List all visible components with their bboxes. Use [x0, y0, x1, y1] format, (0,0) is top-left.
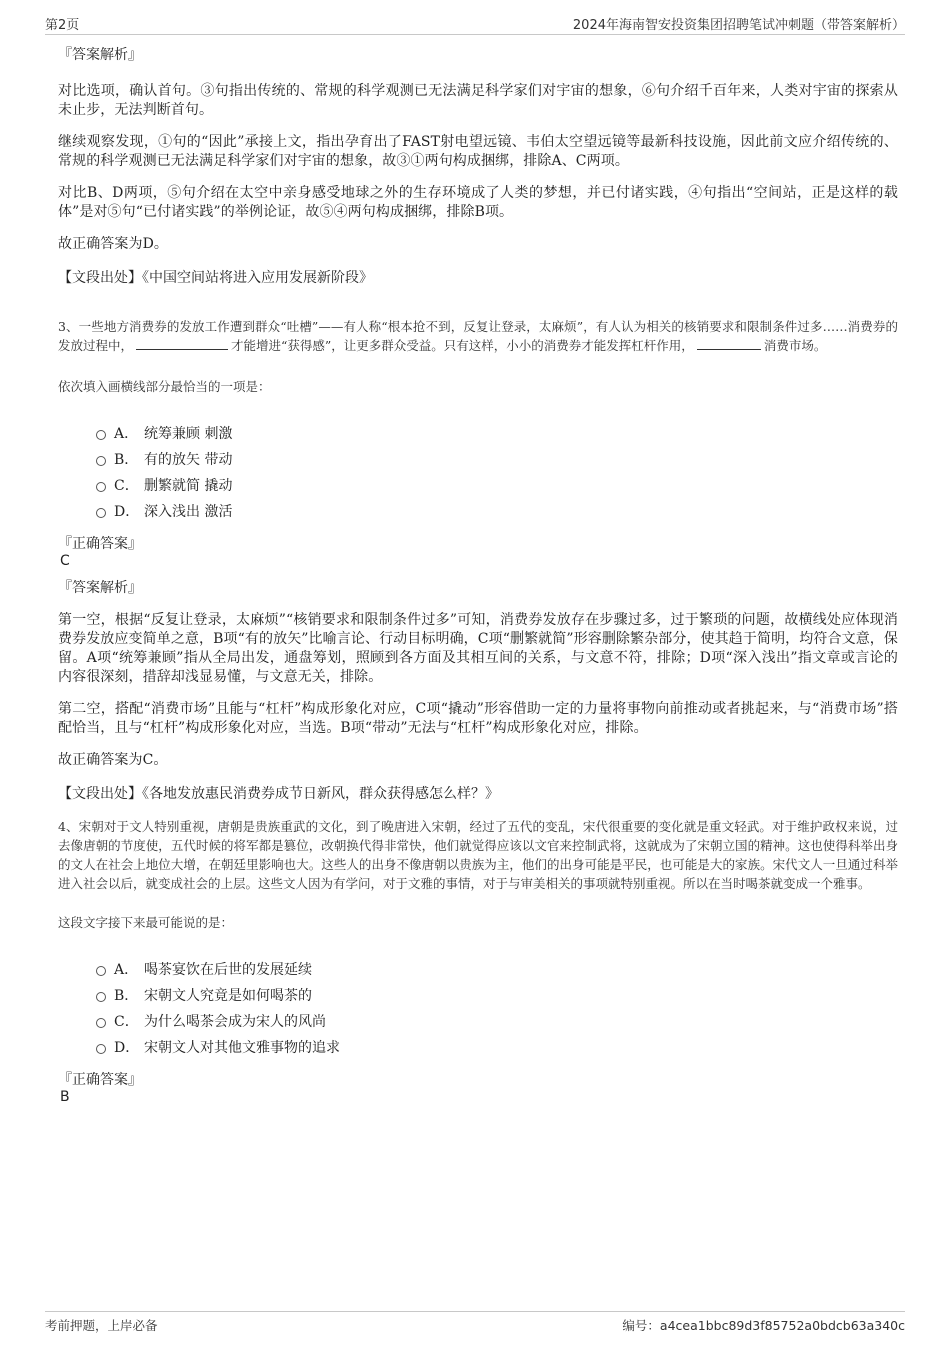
- analysis-conclusion: 故正确答案为D。: [58, 236, 169, 252]
- option-c[interactable]: C． 为什么喝茶会成为宋人的风尚: [94, 1009, 898, 1035]
- radio-icon[interactable]: [96, 456, 106, 466]
- source-citation: 【文段出处】《中国空间站将进入应用发展新阶段》: [58, 270, 373, 286]
- page-header: [45, 14, 905, 35]
- question-4-prompt: 这段文字接下来最可能说的是：: [58, 915, 234, 930]
- question-3-text: 3、一些地方消费券的发放工作遭到群众“吐槽”——有人称“根本抢不到，反复让登录，太麻烦”，有人认为相关的核销要求和限制条件过多……消费券的发放过程中，: [58, 319, 898, 353]
- analysis-paragraph: 第二空，搭配“消费市场”且能与“杠杆”构成形象化对应，C项“撬动”形容借助一定的力量将事物向前推动或者挑起来，与“消费市场”搭配恰当，且与“杠杆”构成形象化对应，当选。B项“带动”无法与“杠杆”构成形象化对应，排除。: [58, 701, 898, 736]
- document-title: 2024年海南智安投资集团招聘笔试冲刺题（带答案解析）: [572, 18, 905, 33]
- source-citation: 【文段出处】《各地发放惠民消费券成节日新风，群众获得感怎么样？》: [58, 786, 499, 802]
- radio-icon[interactable]: [96, 430, 106, 440]
- question-3-options: [94, 421, 898, 525]
- option-a[interactable]: A． 喝茶宴饮在后世的发展延续: [94, 957, 898, 983]
- question-3-text: 才能增进“获得感”，让更多群众受益。只有这样，小小的消费券才能发挥杠杆作用，: [231, 338, 694, 353]
- analysis-paragraph: 第一空，根据“反复让登录，太麻烦”“核销要求和限制条件过多”可知，消费券发放存在步骤过多，过于繁琐的问题，故横线处应体现消费券发放应变简单之意，B项“有的放矢”比喻言论、行动目标明确，C项“删繁就简”形容删除繁杂部分，使其趋于简明，均符合文意，保留。A项“统筹兼顾”指从全局出发，通盘筹划，照顾到各方面及其相互间的关系，与文意不符，排除；D项“深入浅出”指文章或言论的内容很深刻，措辞却浅显易懂，与文意无关，排除。: [58, 612, 898, 685]
- page-number: 第2页: [45, 18, 80, 33]
- radio-icon[interactable]: [96, 482, 106, 492]
- footer-slogan: 考前押题，上岸必备: [45, 1318, 158, 1333]
- analysis-conclusion: 故正确答案为C。: [58, 752, 168, 768]
- correct-answer-tag: 『正确答案』: [58, 536, 142, 552]
- option-d[interactable]: D． 宋朝文人对其他文雅事物的追求: [94, 1035, 898, 1061]
- question-3-text: 消费市场。: [763, 338, 827, 353]
- document-id: 编号：a4cea1bbc89d3f85752a0bdcb63a340c: [622, 1318, 905, 1333]
- analysis-paragraph: 继续观察发现，①句的“因此”承接上文，指出孕育出了FAST射电望远镜、韦伯太空望远镜等最新科技设施，因此前文应介绍传统的、常规的科学观测已无法满足科学家们对宇宙的想象，故③①两句构成捆绑，排除A、C两项。: [58, 134, 898, 169]
- fill-blank-1: [136, 337, 228, 350]
- question-3-prompt: 依次填入画横线部分最恰当的一项是：: [58, 379, 271, 394]
- option-b[interactable]: B． 宋朝文人究竟是如何喝茶的: [94, 983, 898, 1009]
- question-4-options: [94, 957, 898, 1061]
- correct-answer: C: [60, 553, 70, 569]
- option-c[interactable]: C． 删繁就简 撬动: [94, 473, 898, 499]
- correct-answer: B: [60, 1089, 70, 1105]
- page-content: [58, 44, 898, 1113]
- radio-icon[interactable]: [96, 508, 106, 518]
- page-footer: [45, 1311, 905, 1334]
- radio-icon[interactable]: [96, 1018, 106, 1028]
- radio-icon[interactable]: [96, 992, 106, 1002]
- radio-icon[interactable]: [96, 1044, 106, 1054]
- analysis-paragraph: 对比选项，确认首句。③句指出传统的、常规的科学观测已无法满足科学家们对宇宙的想象，⑥句介绍千百年来，人类对宇宙的探索从未止步，无法判断首句。: [58, 83, 898, 118]
- option-b[interactable]: B． 有的放矢 带动: [94, 447, 898, 473]
- question-3-stem: [58, 317, 898, 355]
- analysis-paragraph: 对比B、D两项，⑤句介绍在太空中亲身感受地球之外的生存环境成了人类的梦想，并已付诸实践，④句指出“空间站，正是这样的载体”是对⑤句“已付诸实践”的举例论证，故⑤④两句构成捆绑，排除B项。: [58, 185, 898, 220]
- radio-icon[interactable]: [96, 966, 106, 976]
- fill-blank-2: [697, 337, 761, 350]
- correct-answer-tag: 『正确答案』: [58, 1072, 142, 1088]
- option-d[interactable]: D． 深入浅出 激活: [94, 499, 898, 525]
- question-4-stem: 4、宋朝对于文人特别重视，唐朝是贵族重武的文化，到了晚唐进入宋朝，经过了五代的变乱，宋代很重要的变化就是重文轻武。对于维护政权来说，过去像唐朝的节度使，五代时候的将军都是篡位，改朝换代得非常快，他们就觉得应该以文官来控制武将，这就成为了宋朝立国的精神。这也使得科举出身的文人在社会上地位大增，在朝廷里影响也大。这些人的出身不像唐朝以贵族为主，他们的出身可能是平民，也可能是大的家族。宋代文人一旦通过科举进入社会以后，就变成社会的上层。这些文人因为有学问，对于文雅的事情，对于与审美相关的事项就特别重视。所以在当时喝茶就变成一个雅事。: [58, 819, 898, 891]
- option-a[interactable]: A． 统筹兼顾 刺激: [94, 421, 898, 447]
- analysis-tag: 『答案解析』: [58, 47, 142, 63]
- analysis-tag: 『答案解析』: [58, 580, 142, 596]
